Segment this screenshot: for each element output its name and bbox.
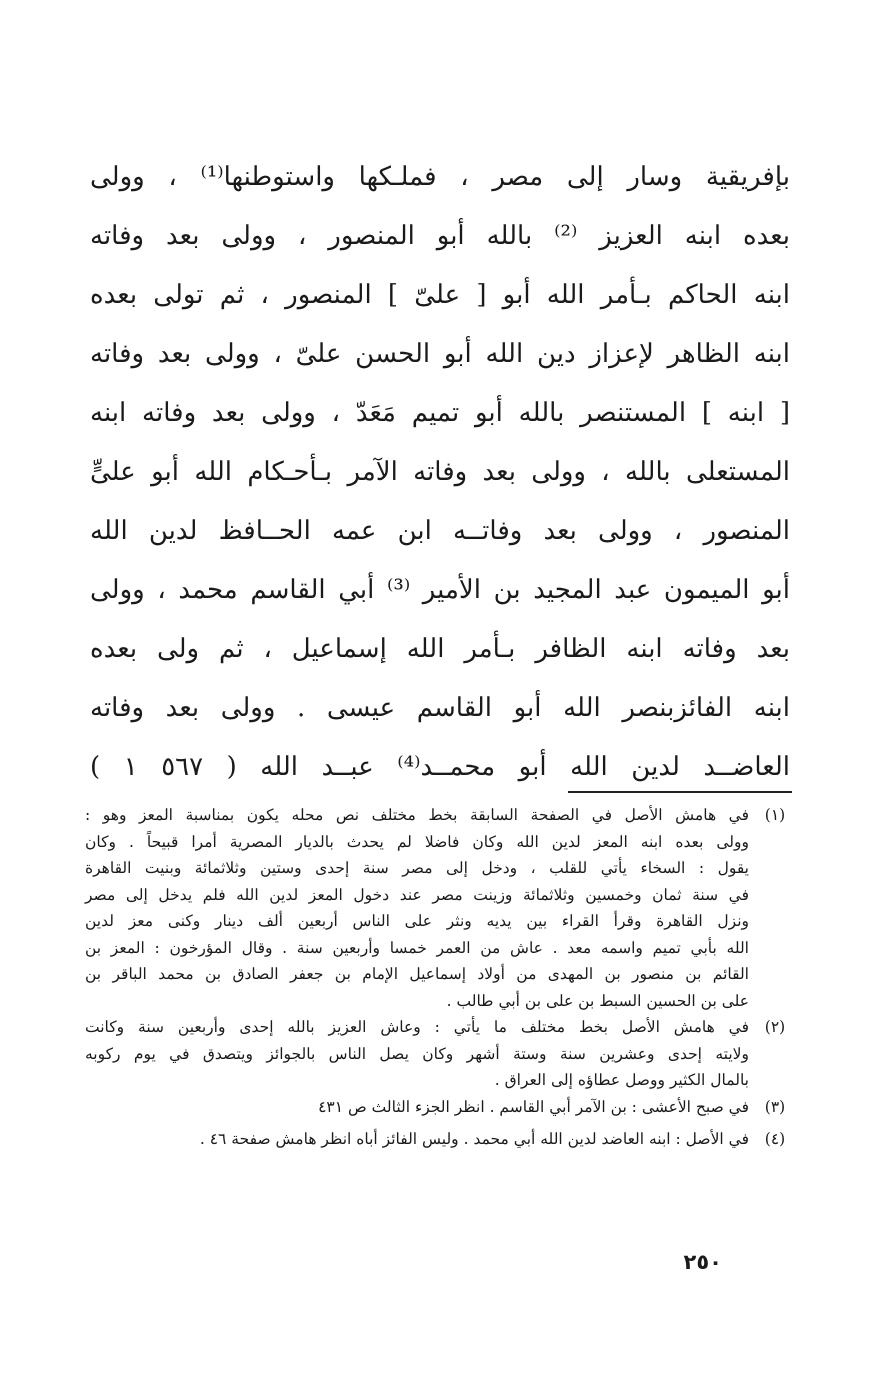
- footnote-number: (٢): [764, 1018, 786, 1036]
- footnote-number: (٤): [764, 1130, 786, 1148]
- footnote-2: [85, 1014, 793, 1094]
- footnote-number: (١): [764, 806, 786, 824]
- footnote-1: [85, 802, 793, 1014]
- main-text-line: بإفريقية وسار إلى مصر ، فملـكها واستوطنها⁽¹⁾ ، وولى: [90, 162, 790, 192]
- main-text-line: المستعلى بالله ، وولى بعد وفاته الآمر بـأحـكام الله أبو علىٍّ: [90, 457, 790, 487]
- main-text-line: بعده ابنه العزيز ⁽²⁾ بالله أبو المنصور ، وولى بعد وفاته: [90, 221, 791, 251]
- footnote-4: [85, 1126, 793, 1153]
- footnote-line: القائم بن منصور بن المهدى من أولاد إسماعيل الإمام بن جعفر الصادق بن محمد الباقر بن: [85, 965, 749, 983]
- footnote-divider: [568, 791, 792, 793]
- main-text-line: العاضــد لدين الله أبو محمــد⁽⁴⁾ عبــد الله ( ٥٦٧ ١ ): [90, 752, 790, 782]
- footnote-line: في سنة ثمان وخمسين وثلاثمائة وزينت مصر عند دخول المعز لدين الله فلم يدخل إلى مصر: [85, 885, 749, 904]
- main-text-line: ابنه الفائزبنصر الله أبو القاسم عيسى . وولى بعد وفاته: [90, 693, 790, 723]
- footnote-line: ونزل القاهرة وقرأ القراء بين يديه ونثر على الناس أربعين ألف دينار وكنى معز لدين: [85, 912, 749, 930]
- main-text-line: ابنه الحاكم بـأمر الله أبو [ علىّ ] المنصور ، ثم تولى بعده: [90, 280, 790, 310]
- main-text-line: بعد وفاته ابنه الظافر بـأمر الله إسماعيل ، ثم ولى بعده: [90, 634, 790, 664]
- footnote-line: في الأصل : ابنه العاضد لدين الله أبي محمد . وليس الفائز أباه انظر هامش صفحة ٤٦ .: [199, 1130, 749, 1148]
- footnote-line: على بن الحسين السبط بن على بن أبي طالب .: [446, 991, 749, 1010]
- main-text-line: [ ابنه ] المستنصر بالله أبو تميم مَعَدّ ، وولى بعد وفاته ابنه: [90, 398, 790, 428]
- footnote-3: [85, 1094, 793, 1121]
- footnote-line: وولى بعده ابنه المعز لدين الله وكان فاضلا لم يحدث بالديار المصرية أمرا قبيحاً . وكان: [85, 832, 749, 851]
- footnote-number: (٣): [764, 1097, 786, 1116]
- footnote-line: الله بأبي تميم واسمه معد . عاش من العمر خمسا وأربعين سنة . وقال المؤرخون : المعز بن: [85, 938, 749, 957]
- footnotes: [85, 802, 793, 1153]
- footnote-line: ولايته إحدى وعشرين سنة وستة أشهر وكان يصل الناس بالجوائز ويتصدق في يوم ركوبه: [85, 1044, 749, 1063]
- main-text: [90, 148, 790, 797]
- footnote-line: في صبح الأعشى : بن الآمر أبي القاسم . انظر الجزء الثالث ص ٤٣١: [318, 1097, 749, 1116]
- footnote-line: يقول : السخاء يأتي للقلب ، ودخل إلى مصر سنة إحدى وستين وثلاثمائة وبنيت القاهرة: [85, 859, 749, 877]
- main-text-line: ابنه الظاهر لإعزاز دين الله أبو الحسن علىّ ، وولى بعد وفاته: [90, 339, 790, 369]
- main-text-line: أبو الميمون عبد المجيد بن الأمير ⁽³⁾ أبي القاسم محمد ، وولى: [90, 575, 790, 605]
- footnote-line: بالمال الكثير ووصل عطاؤه إلى العراق .: [494, 1071, 749, 1089]
- footnote-line: في هامش الأصل بخط مختلف ما يأتي : وعاش العزيز بالله إحدى وأربعين سنة وكانت: [85, 1018, 749, 1036]
- page-number: ٢٥٠: [683, 1250, 722, 1274]
- main-text-line: المنصور ، وولى بعد وفاتــه ابن عمه الحــافظ لدين الله: [90, 516, 790, 546]
- footnote-line: في هامش الأصل في الصفحة السابقة بخط مختلف نص محله يكون بمناسبة المعز وهو :: [85, 806, 749, 824]
